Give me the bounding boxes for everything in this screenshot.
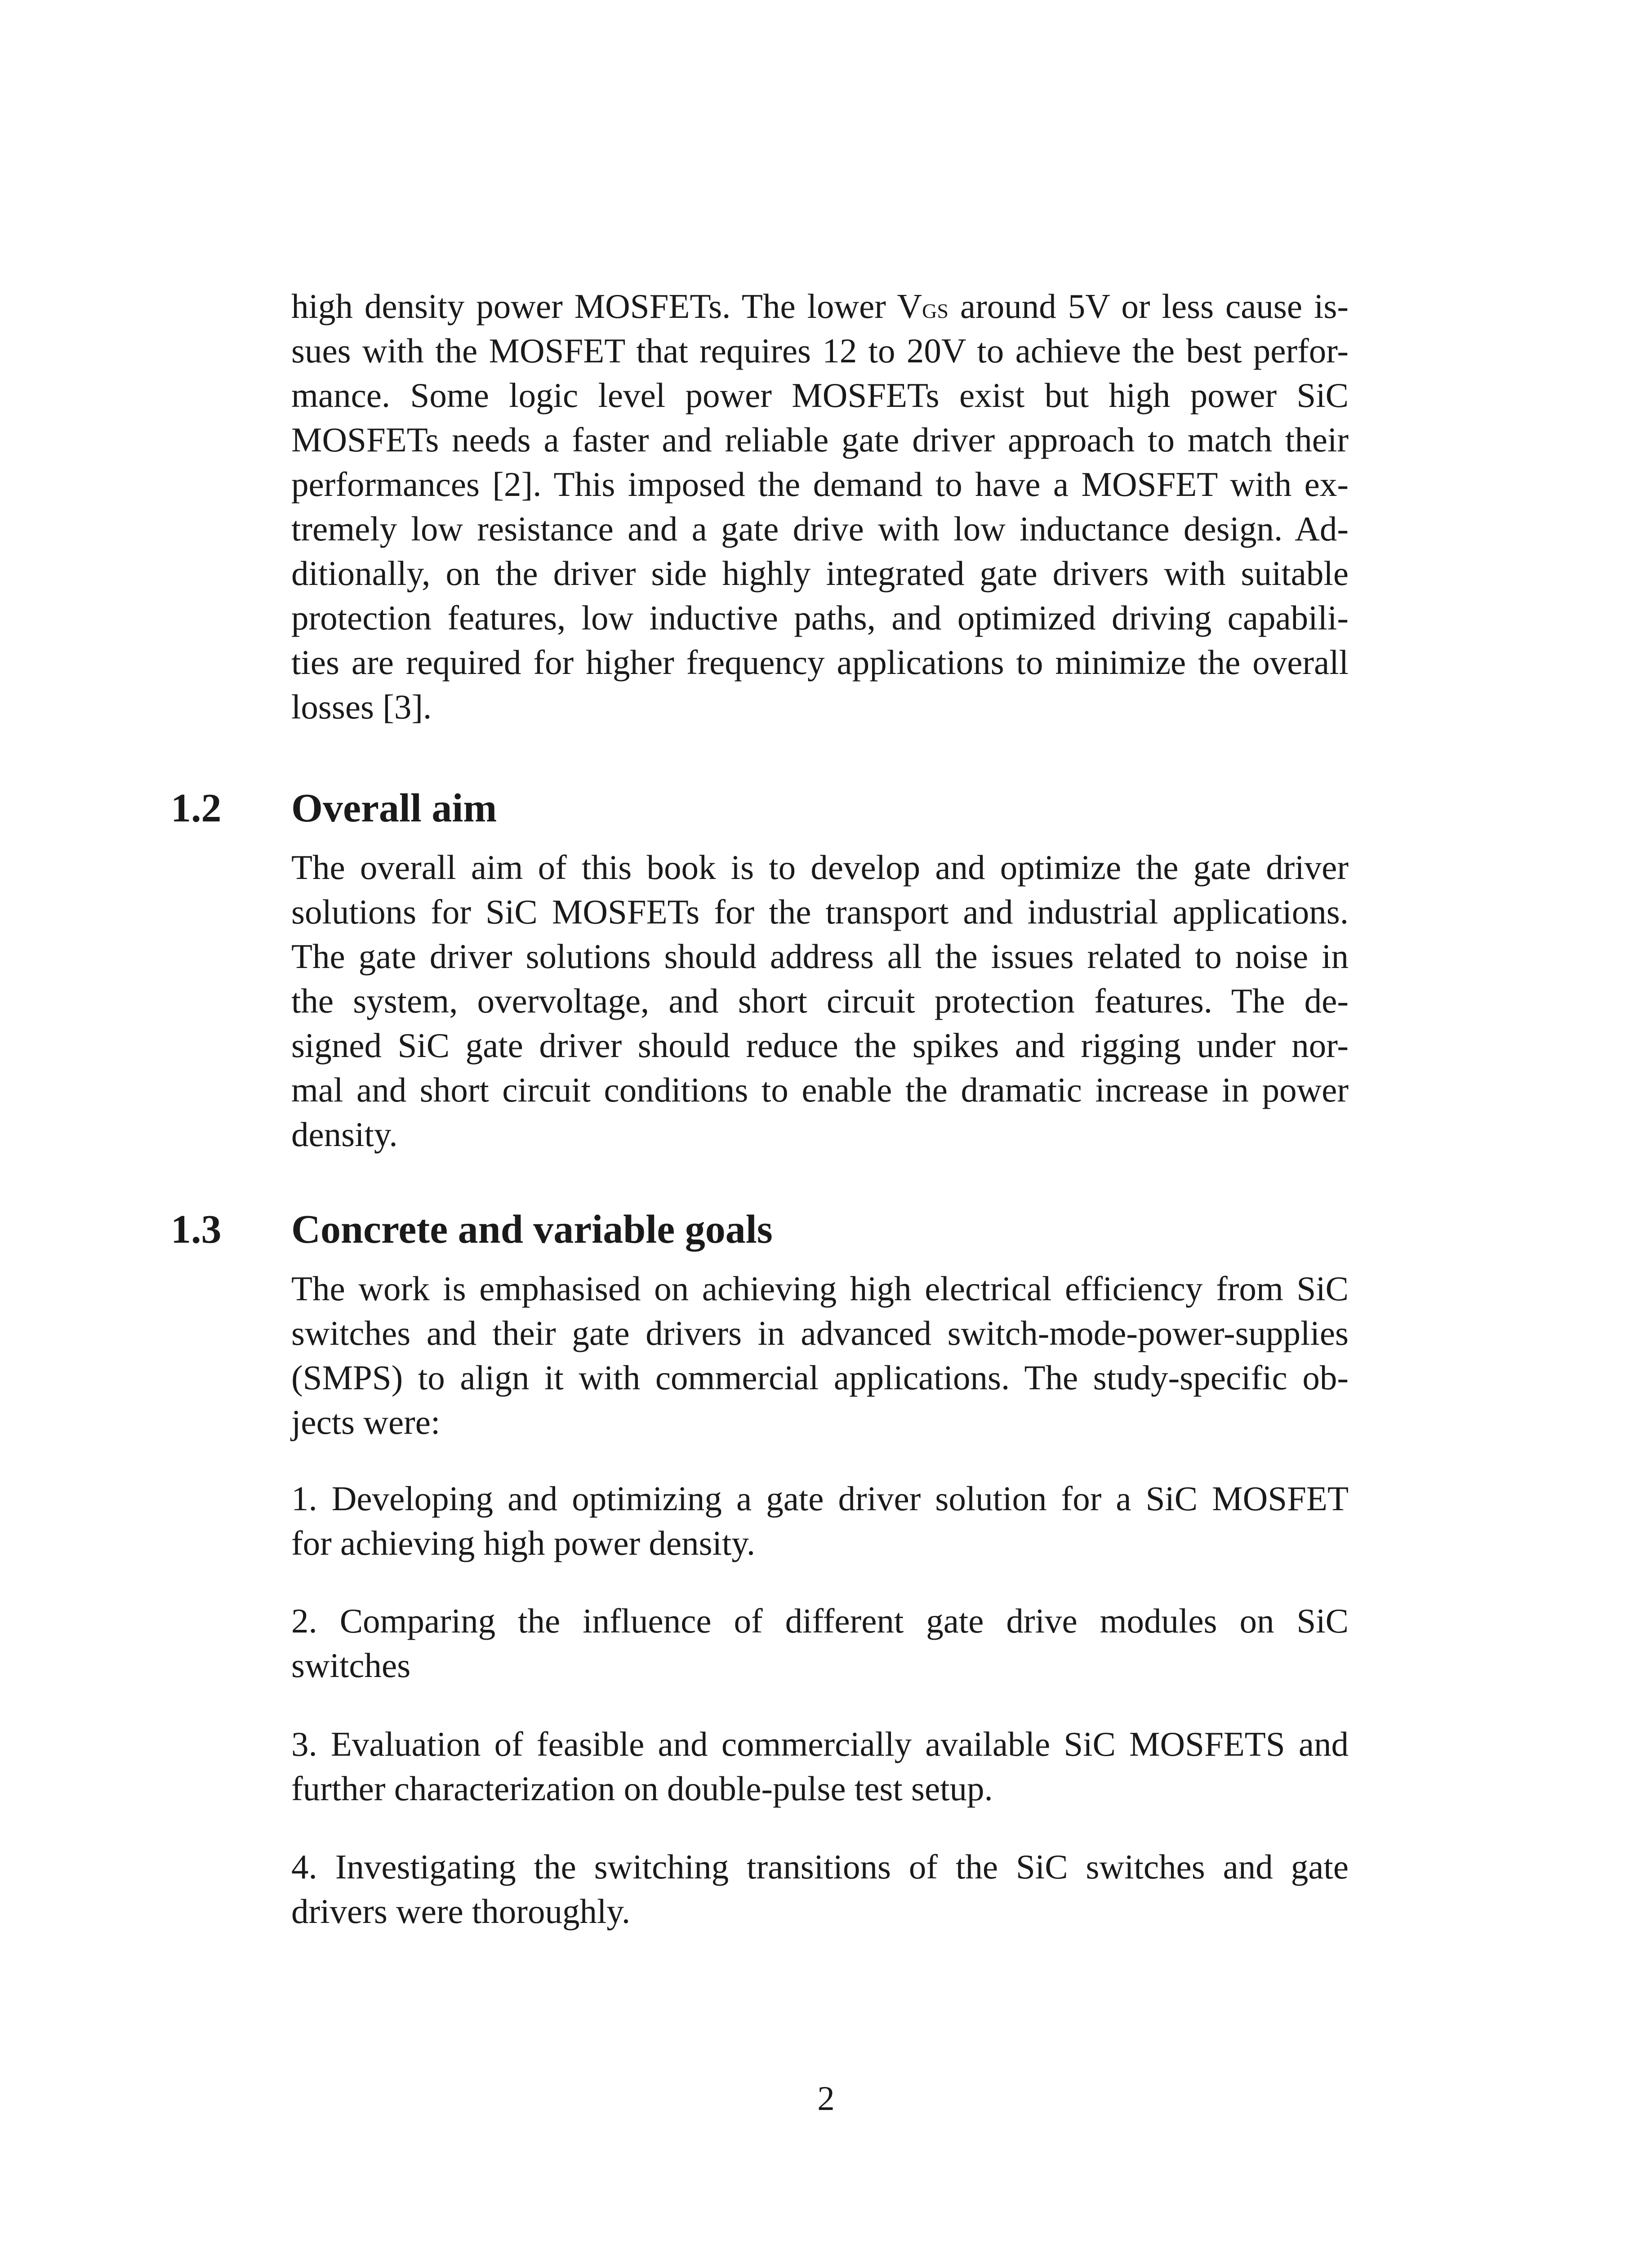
intro-line: ditionally, on the driver side highly integrated gate drivers with suitable [291, 554, 1349, 593]
goal-item-2 [291, 1599, 1349, 1688]
section-heading-goals [171, 1205, 1385, 1254]
page-number: 2 [817, 2079, 835, 2118]
goal-line: 2. Comparing the influence of different gate drive modules on SiC [291, 1601, 1349, 1640]
goal-item-4 [291, 1845, 1349, 1934]
intro-line: performances [2]. This imposed the demand to have a MOSFET with ex- [291, 465, 1349, 504]
subscript-gs: GS [922, 299, 948, 322]
section-number: 1.3 [171, 1207, 222, 1252]
paragraph-line: jects were: [291, 1403, 441, 1441]
section-number: 1.2 [171, 786, 222, 830]
intro-line: high density power MOSFETs. The lower VGS around 5V or less cause is- [291, 287, 1349, 326]
goals-intro-paragraph [291, 1267, 1349, 1445]
paragraph-line: The overall aim of this book is to develop and optimize the gate driver [291, 848, 1349, 887]
intro-line: ties are required for higher frequency applications to minimize the overall [291, 643, 1349, 682]
overall-aim-paragraph [291, 845, 1349, 1157]
paragraph-line: the system, overvoltage, and short circuit protection features. The de- [291, 981, 1349, 1020]
intro-line: protection features, low inductive paths, and optimized driving capabili- [291, 598, 1349, 637]
goal-line: for achieving high power density. [291, 1524, 756, 1562]
goal-line: switches [291, 1646, 411, 1685]
paragraph-line: density. [291, 1115, 398, 1154]
intro-line: losses [3]. [291, 687, 432, 726]
paragraph-line: switches and their gate drivers in advanced switch-mode-power-supplies [291, 1314, 1349, 1352]
section-heading-overall-aim [171, 784, 1385, 833]
paragraph-line: solutions for SiC MOSFETs for the transport and industrial applications. [291, 892, 1349, 931]
goal-item-3 [291, 1722, 1349, 1811]
intro-paragraph [291, 284, 1349, 729]
section-title: Overall aim [291, 786, 497, 830]
intro-line: tremely low resistance and a gate drive with low inductance design. Ad- [291, 509, 1349, 548]
goal-line: 4. Investigating the switching transitions of the SiC switches and gate [291, 1847, 1349, 1886]
intro-line: MOSFETs needs a faster and reliable gate driver approach to match their [291, 420, 1349, 459]
paragraph-line: (SMPS) to align it with commercial applications. The study-specific ob- [291, 1358, 1349, 1397]
paragraph-line: mal and short circuit conditions to enable the dramatic increase in power [291, 1070, 1349, 1109]
section-title: Concrete and variable goals [291, 1207, 773, 1252]
goal-item-1 [291, 1476, 1349, 1566]
intro-line: mance. Some logic level power MOSFETs exist but high power SiC [291, 376, 1349, 415]
paragraph-line: The work is emphasised on achieving high electrical efficiency from SiC [291, 1269, 1349, 1308]
goal-line: 3. Evaluation of feasible and commercially available SiC MOSFETS and [291, 1725, 1349, 1763]
paragraph-line: The gate driver solutions should address all the issues related to noise in [291, 937, 1349, 976]
paragraph-line: signed SiC gate driver should reduce the spikes and rigging under nor- [291, 1026, 1349, 1065]
goal-line: 1. Developing and optimizing a gate driver solution for a SiC MOSFET [291, 1479, 1349, 1518]
goal-line: further characterization on double-pulse test setup. [291, 1769, 993, 1808]
goal-line: drivers were thoroughly. [291, 1892, 631, 1931]
intro-line: sues with the MOSFET that requires 12 to 20V to achieve the best perfor- [291, 331, 1349, 370]
